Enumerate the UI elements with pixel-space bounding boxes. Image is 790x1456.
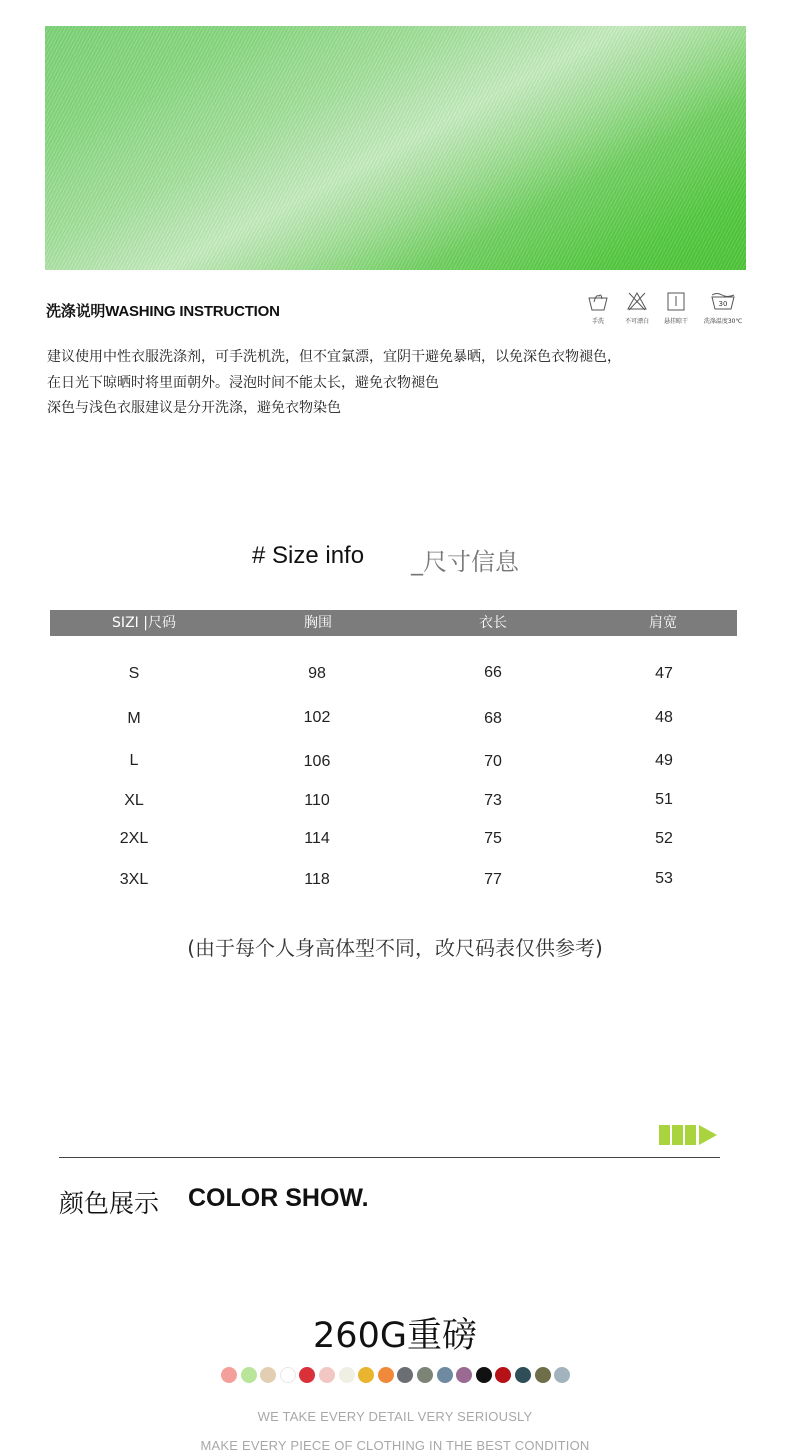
table-cell: 70 bbox=[484, 753, 502, 770]
table-cell: S bbox=[128, 665, 140, 682]
hand-wash-icon bbox=[587, 290, 609, 312]
table-cell: 73 bbox=[484, 792, 502, 809]
column-size: SIZI |尺码 bbox=[112, 615, 176, 631]
no-bleach-icon bbox=[626, 290, 648, 312]
color-swatch[interactable] bbox=[299, 1367, 315, 1383]
table-cell: 2XL bbox=[119, 830, 149, 847]
color-swatch[interactable] bbox=[280, 1367, 296, 1383]
column-chest: 胸围 bbox=[304, 615, 332, 631]
table-cell: 68 bbox=[484, 710, 502, 727]
wash-30-icon bbox=[710, 290, 736, 312]
table-cell: XL bbox=[124, 792, 144, 809]
fabric-weight: 260G重磅 bbox=[313, 1316, 477, 1356]
care-no-bleach: 不可漂白 bbox=[607, 290, 667, 325]
color-swatch[interactable] bbox=[417, 1367, 433, 1383]
column-shoulder: 肩宽 bbox=[649, 615, 677, 631]
table-cell: 77 bbox=[484, 871, 502, 888]
fabric-photo bbox=[45, 26, 746, 270]
washing-line: 在日光下晾晒时将里面朝外。浸泡时间不能太长，避免衣物褪色 bbox=[47, 374, 439, 391]
color-swatch[interactable] bbox=[495, 1367, 511, 1383]
washing-line: 深色与浅色衣服建议是分开洗涤，避免衣物染色 bbox=[47, 400, 341, 416]
size-info-heading-cn: _尺寸信息 bbox=[411, 548, 519, 576]
table-cell: 98 bbox=[308, 665, 326, 682]
section-divider bbox=[59, 1157, 720, 1158]
table-cell: 66 bbox=[484, 664, 502, 681]
care-wash-30: 30 洗涤温度30℃ bbox=[693, 290, 753, 325]
table-cell: M bbox=[127, 710, 141, 727]
care-hang-dry: 悬挂晾干 bbox=[646, 290, 706, 325]
washing-instructions bbox=[47, 345, 621, 422]
arrow-decoration-icon bbox=[659, 1125, 719, 1145]
color-swatch[interactable] bbox=[358, 1367, 374, 1383]
table-cell: 49 bbox=[655, 752, 673, 769]
washing-line: 建议使用中性衣服洗涤剂，可手洗机洗，但不宜氯漂，宜阴干避免暴晒，以免深色衣物褪色， bbox=[47, 349, 621, 365]
table-cell: 47 bbox=[655, 665, 673, 682]
color-swatch[interactable] bbox=[260, 1367, 276, 1383]
color-swatch[interactable] bbox=[476, 1367, 492, 1383]
color-swatch[interactable] bbox=[241, 1367, 257, 1383]
column-length: 衣长 bbox=[479, 615, 507, 631]
color-swatch[interactable] bbox=[515, 1367, 531, 1383]
color-swatch[interactable] bbox=[339, 1367, 355, 1383]
tagline-1: WE TAKE EVERY DETAIL VERY SERIOUSLY bbox=[257, 1409, 533, 1424]
table-cell: 51 bbox=[655, 791, 673, 808]
table-cell: 3XL bbox=[119, 871, 149, 888]
size-note: (由于每个人身高体型不同，改尺码表仅供参考) bbox=[187, 936, 603, 960]
table-cell: 48 bbox=[655, 709, 673, 726]
color-swatch[interactable] bbox=[456, 1367, 472, 1383]
color-swatch[interactable] bbox=[221, 1367, 237, 1383]
color-swatch[interactable] bbox=[437, 1367, 453, 1383]
table-cell: 118 bbox=[304, 871, 330, 888]
table-cell: 114 bbox=[304, 830, 330, 847]
table-cell: L bbox=[129, 752, 139, 769]
svg-text:30: 30 bbox=[718, 300, 728, 308]
hang-dry-icon bbox=[665, 290, 687, 312]
table-cell: 110 bbox=[304, 792, 330, 809]
color-swatch[interactable] bbox=[554, 1367, 570, 1383]
color-show-title-en: COLOR SHOW. bbox=[188, 1184, 369, 1212]
table-cell: 106 bbox=[303, 753, 331, 770]
color-swatch[interactable] bbox=[378, 1367, 394, 1383]
color-swatch[interactable] bbox=[319, 1367, 335, 1383]
tagline-2: MAKE EVERY PIECE OF CLOTHING IN THE BEST CONDITION bbox=[200, 1438, 590, 1453]
color-swatch[interactable] bbox=[397, 1367, 413, 1383]
size-table-header bbox=[50, 610, 737, 636]
washing-title: 洗涤说明WASHING INSTRUCTION bbox=[46, 303, 280, 320]
color-show-title-cn: 颜色展示 bbox=[59, 1189, 160, 1218]
table-cell: 75 bbox=[484, 830, 502, 847]
care-hand-wash: 手洗 bbox=[568, 290, 628, 325]
table-cell: 53 bbox=[655, 870, 673, 887]
size-info-heading: # Size info bbox=[252, 542, 365, 569]
color-swatch[interactable] bbox=[535, 1367, 551, 1383]
table-cell: 52 bbox=[655, 830, 673, 847]
table-cell: 102 bbox=[303, 709, 331, 726]
